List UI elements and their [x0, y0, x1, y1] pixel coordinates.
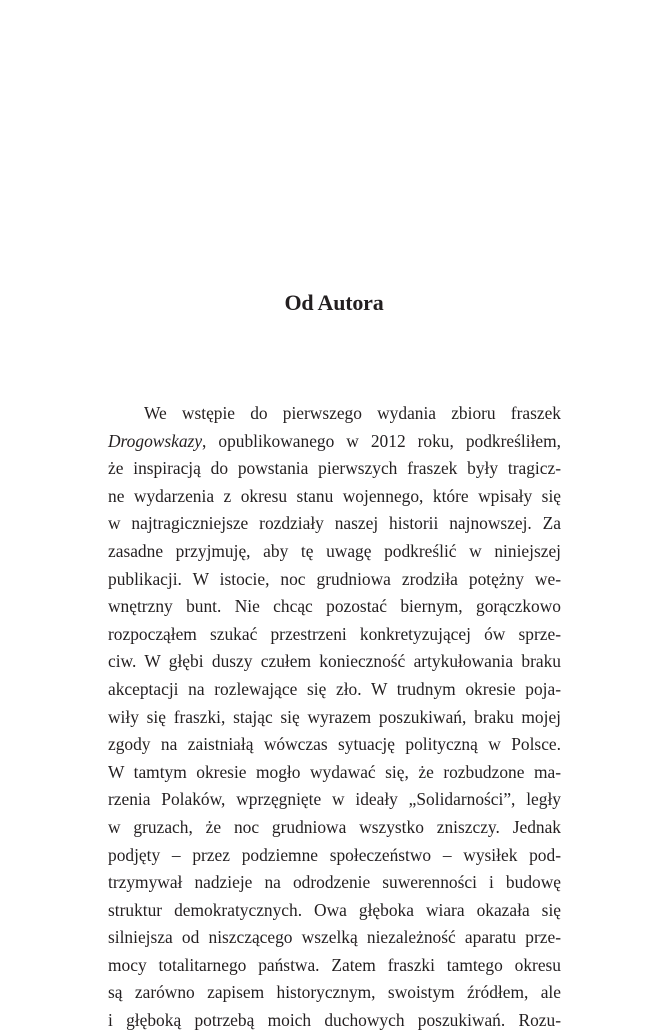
- text-line: zgody na zaistniałą wówczas sytuację polityczną w Polsce.: [108, 734, 561, 755]
- text-line: W tamtym okresie mogło wydawać się, że rozbudzone ma-: [108, 761, 561, 782]
- text-line: zasadne przyjmuję, aby tę uwagę podkreślić w niniejszej: [108, 540, 561, 561]
- chapter-title: Od Autora: [284, 290, 384, 315]
- text-line: We wstępie do pierwszego wydania zbioru fraszek: [144, 403, 561, 423]
- text-line: ciw. W głębi duszy czułem konieczność artykułowania braku: [108, 651, 561, 672]
- text-line: akceptacji na rozlewające się zło. W trudnym okresie poja-: [108, 678, 561, 699]
- text-line: publikacji. W istocie, noc grudniowa zrodziła potężny we-: [108, 568, 561, 589]
- book-title-italic: Drogowskazy: [108, 430, 203, 451]
- text-line: ne wydarzenia z okresu stanu wojennego, które wpisały się: [108, 485, 561, 506]
- text-line: w gruzach, że noc grudniowa wszystko zniszczy. Jednak: [108, 816, 561, 837]
- text-line: rozpocząłem szukać przestrzeni konkretyzującej ów sprze-: [108, 623, 561, 644]
- body-paragraph: [108, 400, 561, 1035]
- text-line: wnętrzny bunt. Nie chcąc pozostać biernym, gorączkowo: [108, 596, 561, 617]
- text-line: wiły się fraszki, stając się wyrazem poszukiwań, braku mojej: [108, 706, 561, 727]
- text-line: podjęty – przez podziemne społeczeństwo – wysiłek pod-: [108, 844, 561, 865]
- text-line-rest: , opublikowanego w 2012 roku, podkreśliłem,: [202, 430, 561, 451]
- text-line: rzenia Polaków, wprzęgnięte w ideały „Solidarności”, legły: [108, 789, 561, 810]
- text-line: struktur demokratycznych. Owa głęboka wiara okazała się: [108, 899, 561, 920]
- text-line: w najtragiczniejsze rozdziały naszej historii najnowszej. Za: [108, 513, 561, 534]
- text-line: są zarówno zapisem historycznym, swoistym źródłem, ale: [108, 982, 561, 1003]
- text-line: mocy totalitarnego państwa. Zatem fraszki tamtego okresu: [108, 954, 561, 975]
- text-line: że inspiracją do powstania pierwszych fraszek były tragicz-: [108, 458, 561, 479]
- text-line: i głęboką potrzebą moich duchowych poszukiwań. Rozu-: [108, 1010, 561, 1031]
- text-line: [108, 428, 561, 456]
- text-line: trzymywał nadzieje na odrodzenie suwerenności i budowę: [108, 872, 561, 893]
- text-line: silniejsza od niszczącego wszelką niezależność aparatu prze-: [108, 927, 561, 948]
